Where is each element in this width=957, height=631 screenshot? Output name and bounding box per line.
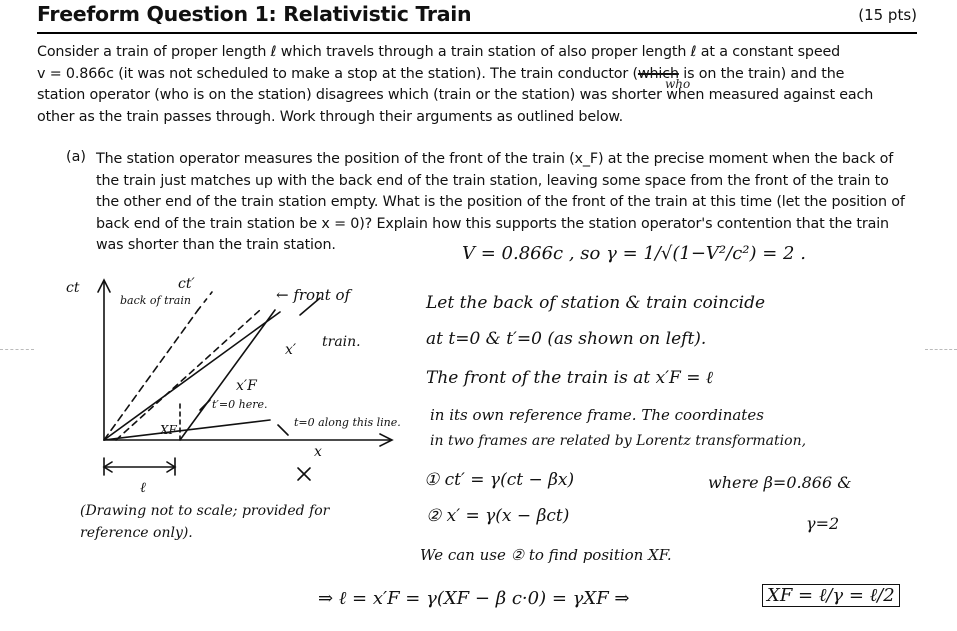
t0-label: t=0 along this line. bbox=[294, 416, 401, 429]
right-margin-rule bbox=[925, 349, 957, 350]
solution-line-1: Let the back of station & train coincide bbox=[426, 293, 766, 313]
lorentz-eq-2: ② x′ = γ(x − βct) bbox=[426, 506, 570, 526]
xf-prime-label: x′F bbox=[236, 378, 257, 394]
struck-word-which: which bbox=[637, 65, 679, 82]
gamma-value: γ=2 bbox=[806, 514, 840, 533]
gamma-line: V = 0.866c , so γ = 1/√(1−V²/c²) = 2 . bbox=[462, 243, 806, 264]
final-derivation: ⇒ ℓ = x′F = γ(XF − β c·0) = γXF ⇒ bbox=[318, 588, 630, 609]
back-of-train-label: back of train bbox=[120, 294, 191, 307]
intro-line-3: station operator (who is on the station) disagrees which (train or the station) was shorter when measured against each bbox=[37, 87, 874, 103]
solution-line-3: The front of the train is at x′F = ℓ bbox=[426, 368, 713, 388]
left-margin-rule bbox=[0, 349, 34, 350]
tp0-arrow bbox=[200, 400, 210, 410]
ct-axis-label: ct bbox=[66, 280, 80, 296]
final-answer-box: XF = ℓ/γ = ℓ/2 bbox=[762, 584, 900, 607]
xp-axis-line bbox=[104, 312, 280, 440]
tp0-label: t′=0 here. bbox=[212, 398, 268, 411]
handwritten-who-correction: who bbox=[665, 77, 691, 91]
intro-line-2b: is on the train) and the bbox=[678, 65, 845, 82]
intro-paragraph bbox=[37, 42, 907, 128]
part-a-label: (a) bbox=[66, 149, 86, 165]
part-a-text: The station operator measures the position of the front of the train (x_F) at the precise moment when the back of the train just matches up with the back end of the train station, leaving some space from the front of the train to the other end of the train station empty. What is the position of the front of the train at this time (let the position of back end of the train station be x = 0)? Explain how this supports the station operator's contention that the train was shorter than the train station. bbox=[96, 151, 905, 253]
points-label: (15 pts) bbox=[858, 6, 917, 24]
xp-axis-label: x′ bbox=[285, 342, 297, 358]
x-mark bbox=[298, 468, 310, 480]
ctp-axis-line bbox=[104, 310, 198, 440]
solution-line-2: at t=0 & t′=0 (as shown on left). bbox=[426, 329, 707, 349]
intro-line-1: Consider a train of proper length ℓ which travels through a train station of also proper length ℓ at a constant speed bbox=[37, 44, 841, 60]
intro-line-4: other as the train passes through. Work through their arguments as outlined below. bbox=[37, 108, 624, 125]
t0-line bbox=[104, 420, 270, 440]
light-cone-line bbox=[116, 310, 260, 440]
diagram-note: (Drawing not to scale; provided for reference only). bbox=[80, 503, 330, 541]
ell-label: ℓ bbox=[140, 480, 146, 496]
intro-line-2a: v = 0.866c (it was not scheduled to make a stop at the station). The train conductor ( bbox=[37, 65, 638, 82]
question-header bbox=[37, 2, 917, 34]
light-line bbox=[198, 292, 212, 310]
solution-line-4: in its own reference frame. The coordinates bbox=[430, 406, 764, 424]
spacetime-diagram bbox=[60, 270, 440, 600]
solution-line-5: in two frames are related by Lorentz transformation, bbox=[430, 433, 807, 449]
x-axis-label: x bbox=[314, 444, 322, 460]
beta-value: where β=0.866 & bbox=[708, 473, 852, 492]
xf-axis-label: XF bbox=[160, 423, 177, 437]
solution-line-6: We can use ② to find position XF. bbox=[420, 546, 672, 564]
question-title: Freeform Question 1: Relativistic Train bbox=[37, 2, 472, 26]
lorentz-eq-1: ① ct′ = γ(ct − βx) bbox=[424, 470, 575, 490]
t0-arrow bbox=[278, 425, 288, 435]
front-of-label: ← front of bbox=[276, 286, 351, 304]
train-label: train. bbox=[322, 334, 361, 350]
ctp-axis-label: ct′ bbox=[178, 276, 195, 292]
